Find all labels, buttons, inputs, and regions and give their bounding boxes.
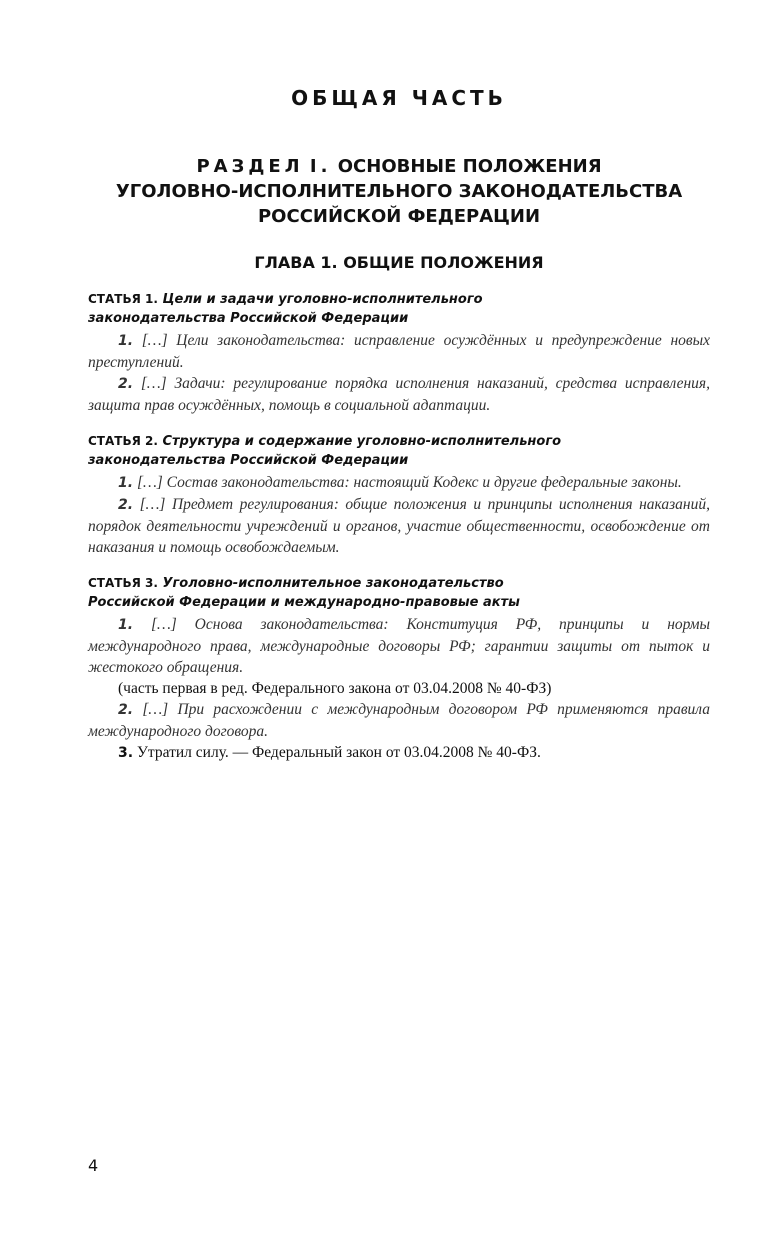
part-title: ОБЩАЯ ЧАСТЬ bbox=[291, 86, 507, 110]
article-heading bbox=[88, 432, 710, 470]
paragraph-text: […] При расхождении с международным договором РФ применяются правила международного договора. bbox=[88, 701, 710, 740]
section-title-line3: РОССИЙСКОЙ ФЕДЕРАЦИИ bbox=[257, 206, 541, 227]
article-paragraph bbox=[88, 699, 710, 742]
article-label: СТАТЬЯ 2. bbox=[88, 434, 158, 448]
article-paragraph bbox=[88, 373, 710, 416]
page-number: 4 bbox=[88, 1156, 99, 1175]
paragraph-number: 2. bbox=[118, 702, 134, 718]
article-paragraph bbox=[88, 330, 710, 373]
section-title-line2: УГОЛОВНО-ИСПОЛНИТЕЛЬНОГО ЗАКОНОДАТЕЛЬСТВА bbox=[115, 181, 683, 202]
paragraph-number: 1. bbox=[118, 475, 134, 491]
article-title-line2: Российской Федерации и международно-правовые акты bbox=[88, 595, 520, 610]
article-heading bbox=[88, 574, 710, 612]
article-title-line1: Структура и содержание уголовно-исполнительного bbox=[162, 434, 562, 449]
article-paragraph bbox=[88, 742, 710, 764]
paragraph-number: 2. bbox=[118, 497, 134, 513]
article-paragraph bbox=[88, 472, 710, 494]
paragraph-text: Утратил силу. — Федеральный закон от 03.04.2008 № 40-ФЗ. bbox=[136, 744, 541, 761]
article bbox=[88, 574, 710, 764]
chapter-label: ГЛАВА 1. bbox=[254, 253, 338, 272]
amendment-note: (часть первая в ред. Федерального закона от 03.04.2008 № 40-ФЗ) bbox=[118, 680, 552, 697]
article-paragraph bbox=[88, 614, 710, 678]
paragraph-text: […] Основа законодательства: Конституция РФ, принципы и нормы международного права, международные договоры РФ; гарантии защиты от пыток и жестокого обращения. bbox=[88, 616, 710, 676]
article-title-line2: законодательства Российской Федерации bbox=[88, 453, 409, 468]
chapter-title bbox=[88, 253, 710, 272]
article-heading bbox=[88, 290, 710, 328]
article-paragraph bbox=[88, 494, 710, 558]
article bbox=[88, 432, 710, 558]
articles-container bbox=[88, 290, 710, 780]
paragraph-number: 1. bbox=[118, 333, 134, 349]
paragraph-text: […] Цели законодательства: исправление осуждённых и предупреждение новых преступлений. bbox=[88, 332, 710, 371]
article-label: СТАТЬЯ 3. bbox=[88, 576, 158, 590]
article-title-line2: законодательства Российской Федерации bbox=[88, 311, 409, 326]
section-title bbox=[88, 154, 710, 229]
article bbox=[88, 290, 710, 416]
paragraph-number: 3. bbox=[118, 745, 134, 761]
chapter-name: ОБЩИЕ ПОЛОЖЕНИЯ bbox=[343, 253, 544, 272]
article-title-line1: Цели и задачи уголовно-исполнительного bbox=[162, 292, 483, 307]
paragraph-number: 1. bbox=[118, 617, 134, 633]
paragraph-text: […] Предмет регулирования: общие положения и принципы исполнения наказаний, порядок деятельности учреждений и органов, участие общественности, освобождение от наказания и помощь освобождаемым. bbox=[88, 496, 711, 556]
section-label: РАЗДЕЛ bbox=[196, 156, 304, 177]
paragraph-text: […] Состав законодательства: настоящий Кодекс и другие федеральные законы. bbox=[136, 474, 682, 491]
article-label: СТАТЬЯ 1. bbox=[88, 292, 158, 306]
article-title-line1: Уголовно-исполнительное законодательство bbox=[162, 576, 504, 591]
paragraph-number: 2. bbox=[118, 376, 134, 392]
section-title-line1: ОСНОВНЫЕ ПОЛОЖЕНИЯ bbox=[337, 156, 602, 177]
section-numeral: I. bbox=[309, 156, 332, 177]
paragraph-text: […] Задачи: регулирование порядка исполнения наказаний, средства исправления, защита прав осуждённых, помощь в социальной адаптации. bbox=[88, 375, 711, 414]
